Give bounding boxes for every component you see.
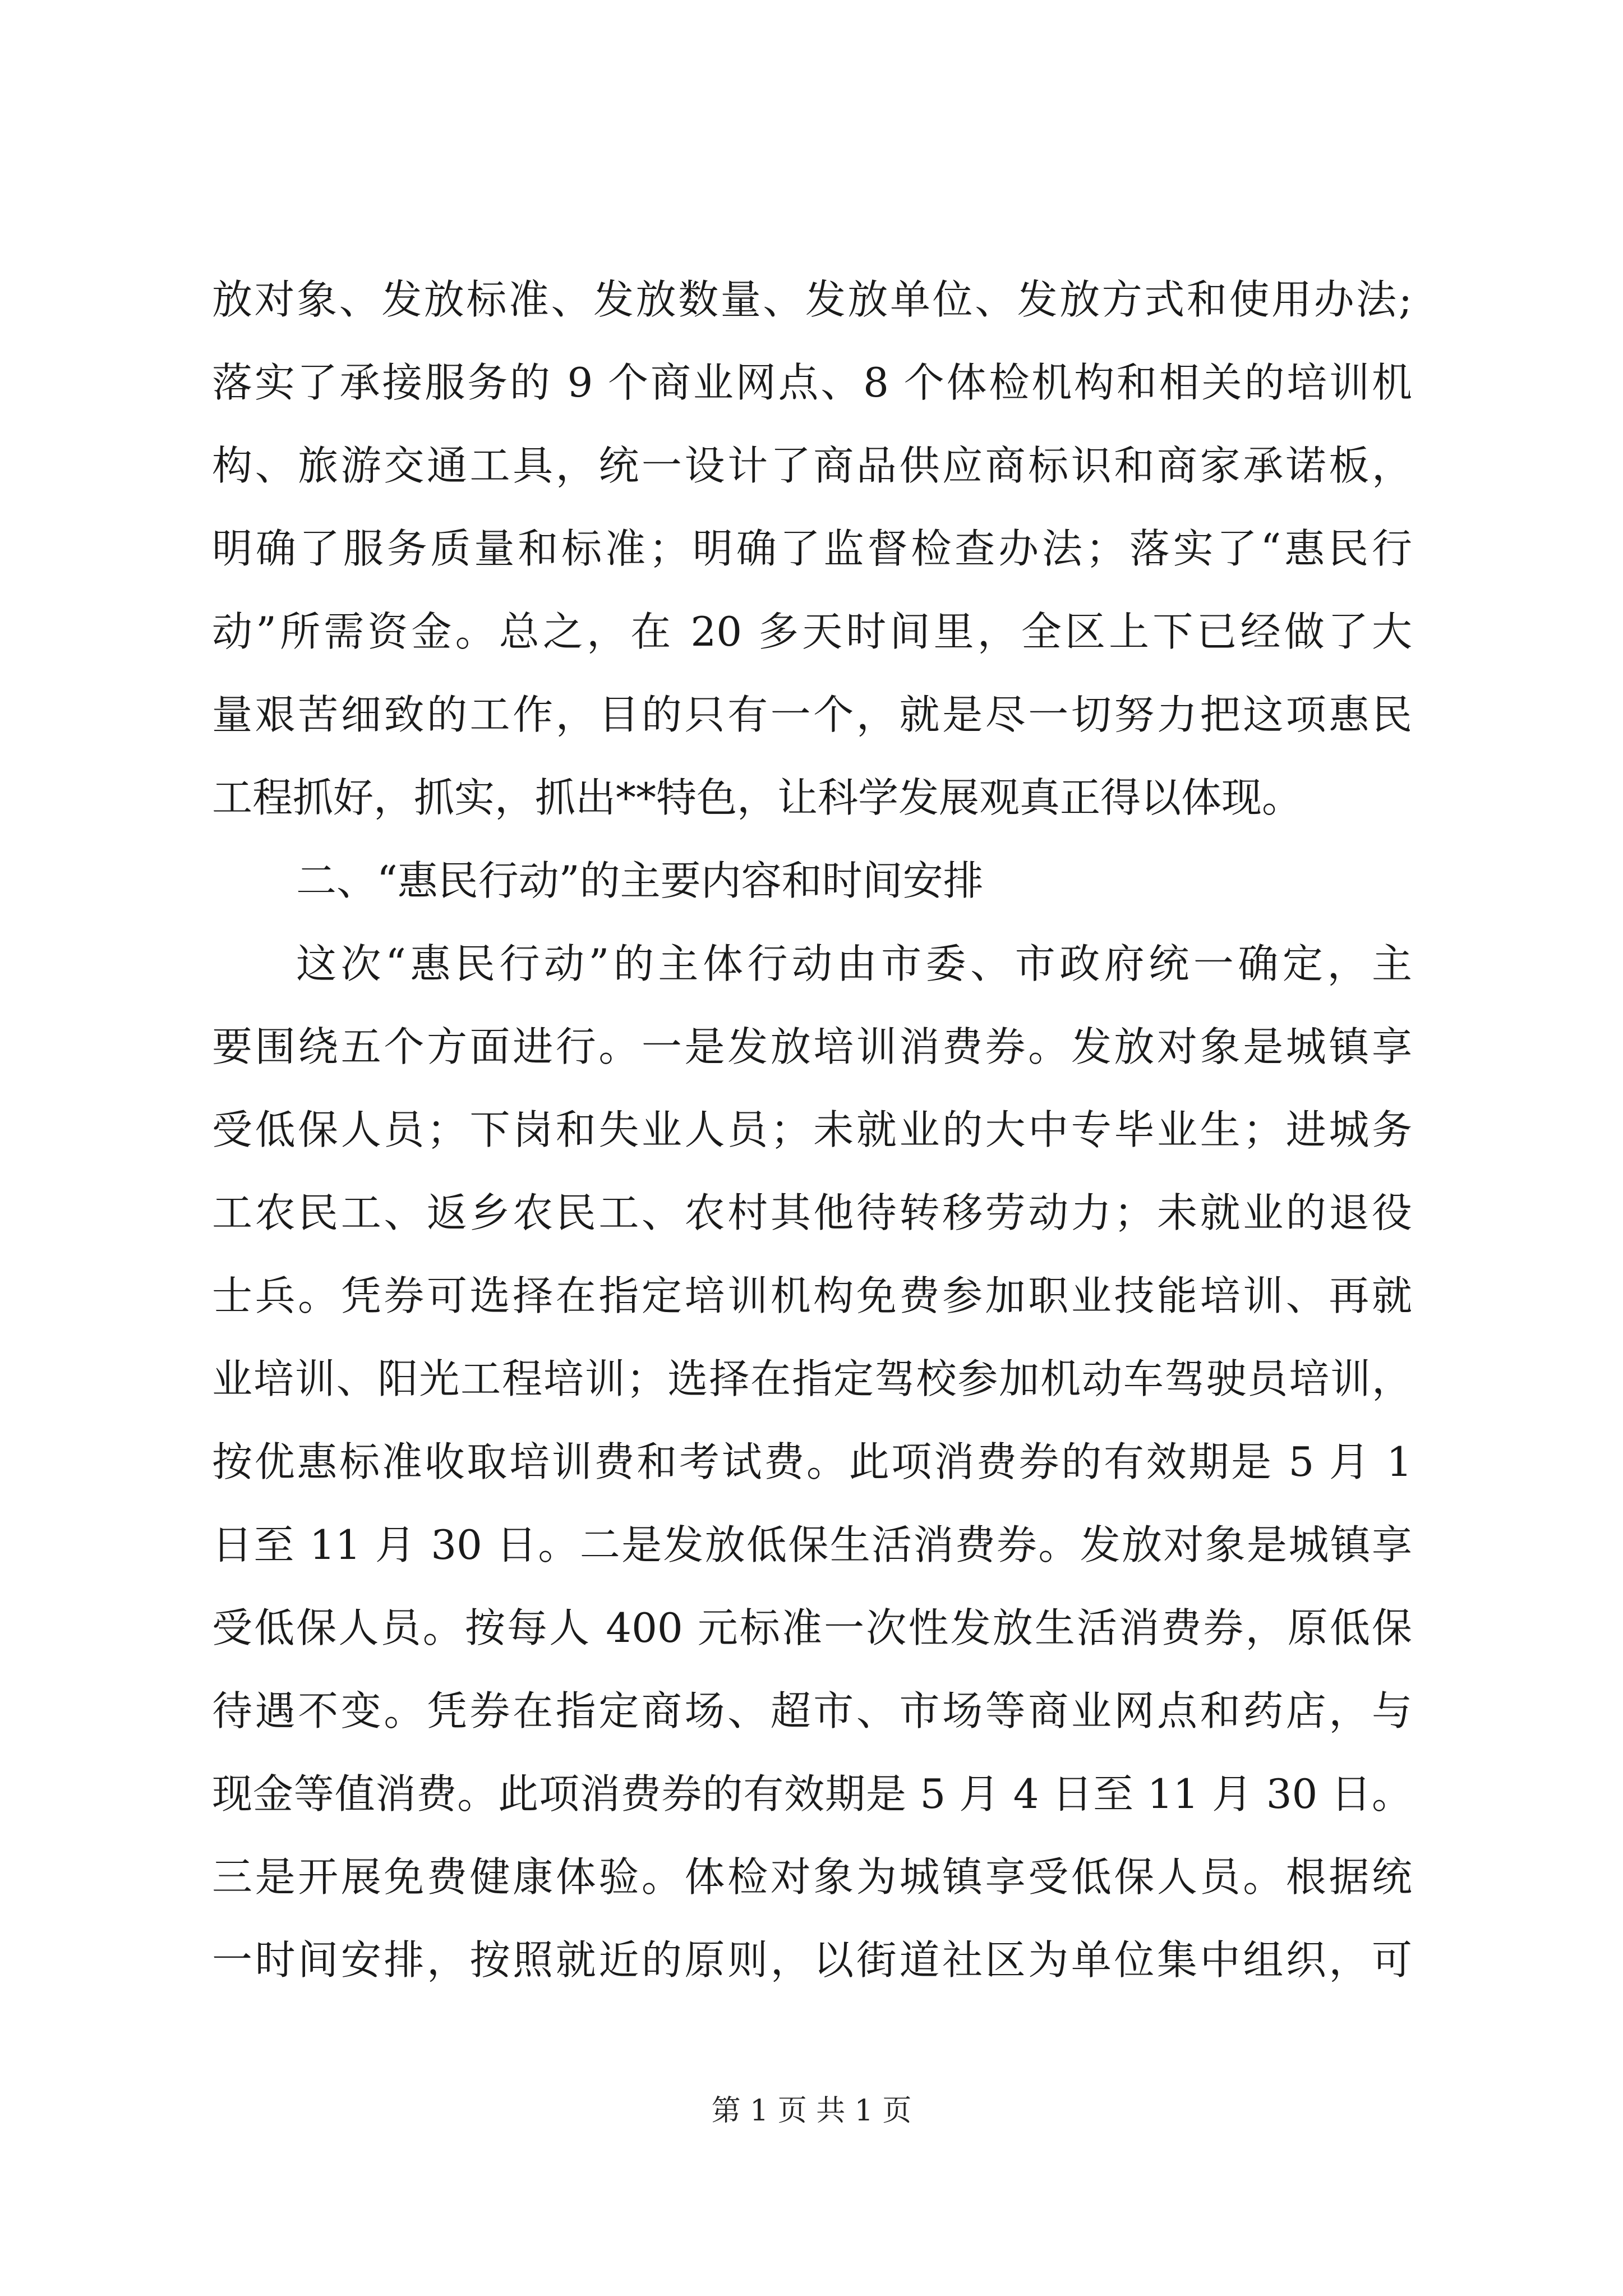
section-heading: 二、“惠民行动”的主要内容和时间安排: [296, 857, 984, 904]
paragraph-line: 这次“惠民行动”的主体行动由市委、市政府统一确定，主: [296, 940, 1412, 987]
paragraph-line: 日至 11 月 30 日。二是发放低保生活消费券。发放对象是城镇享: [212, 1521, 1412, 1568]
document-body: [212, 258, 1412, 2001]
paragraph-line: 构、旅游交通工具，统一设计了商品供应商标识和商家承诺板，: [212, 442, 1412, 489]
paragraph-line: 现金等值消费。此项消费券的有效期是 5 月 4 日至 11 月 30 日。: [212, 1770, 1412, 1818]
paragraph-line: 受低保人员；下岗和失业人员；未就业的大中专毕业生；进城务: [212, 1106, 1412, 1153]
paragraph-line: 量艰苦细致的工作，目的只有一个，就是尽一切努力把这项惠民: [212, 691, 1412, 738]
paragraph-line: 士兵。凭券可选择在指定培训机构免费参加职业技能培训、再就: [212, 1272, 1412, 1319]
paragraph-line: 业培训、阳光工程培训；选择在指定驾校参加机动车驾驶员培训，: [212, 1355, 1412, 1402]
page-footer: [0, 2091, 1623, 2131]
paragraph-line: 动”所需资金。总之，在 20 多天时间里，全区上下已经做了大: [212, 608, 1412, 655]
paragraph-line: 要围绕五个方面进行。一是发放培训消费券。发放对象是城镇享: [212, 1023, 1412, 1070]
page-number-label: 第 1 页 共 1 页: [711, 2094, 912, 2128]
paragraph-line: 受低保人员。按每人 400 元标准一次性发放生活消费券，原低保: [212, 1604, 1412, 1651]
paragraph-line: 待遇不变。凭券在指定商场、超市、市场等商业网点和药店，与: [212, 1687, 1412, 1734]
paragraph-line: 明确了服务质量和标准；明确了监督检查办法；落实了“惠民行: [212, 525, 1412, 572]
paragraph-line: 放对象、发放标准、发放数量、发放单位、发放方式和使用办法;: [212, 276, 1412, 323]
paragraph-line: 工农民工、返乡农民工、农村其他待转移劳动力；未就业的退役: [212, 1189, 1412, 1236]
paragraph-line: 按优惠标准收取培训费和考试费。此项消费券的有效期是 5 月 1: [212, 1438, 1412, 1485]
paragraph-line: 一时间安排，按照就近的原则，以街道社区为单位集中组织，可: [212, 1936, 1412, 1984]
paragraph-line: 三是开展免费健康体验。体检对象为城镇享受低保人员。根据统: [212, 1853, 1412, 1901]
paragraph-line: 工程抓好，抓实，抓出**特色，让科学发展观真正得以体现。: [212, 774, 1303, 821]
paragraph-line: 落实了承接服务的 9 个商业网点、8 个体检机构和相关的培训机: [212, 359, 1412, 406]
